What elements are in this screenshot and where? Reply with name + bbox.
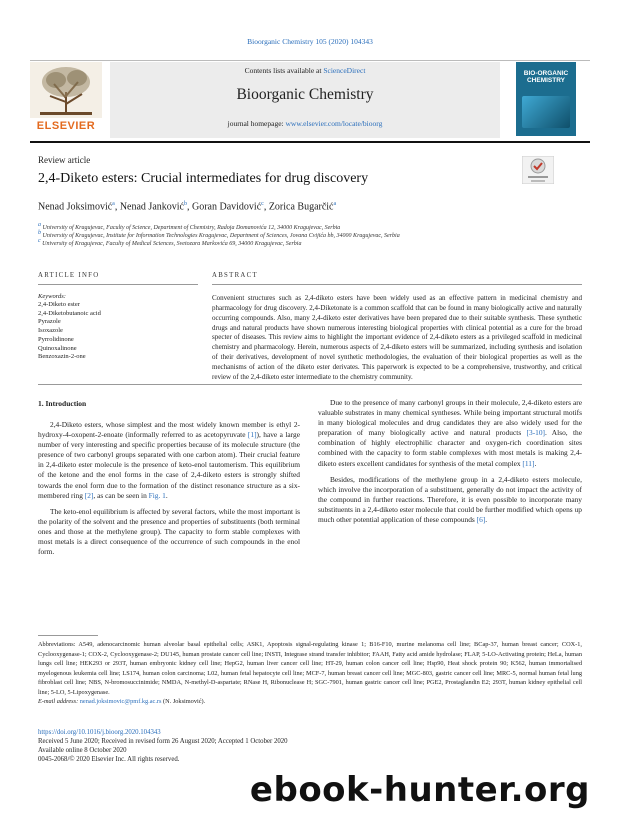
keyword: Isoxazole <box>38 327 63 335</box>
keyword: Quinoxalinone <box>38 344 77 352</box>
keywords-list <box>38 301 101 362</box>
footnote-rule <box>38 635 98 636</box>
author-name[interactable]: Zorica Bugarčić <box>268 201 334 213</box>
author-affiliation-marker[interactable]: b <box>183 201 187 207</box>
keyword: 2,4-Diketobutanoic acid <box>38 309 101 317</box>
paragraph: Besides, modifications of the methylene group in a 2,4-diketo esters molecule, which involve the incorporation of a substituent, generally do not impact the activity of the compound in further reactions. Therefore, it is even possible to incorporate many substituents in a 2,4-diketo ester molecule that could be further modified which opens up much other potential application of these compounds [6]. <box>318 474 582 525</box>
introduction-heading: 1. Introduction <box>38 399 87 408</box>
figure-link[interactable]: Fig. 1 <box>148 490 166 500</box>
article-info-rule <box>38 284 198 285</box>
paragraph: The keto-enol equilibrium is affected by several factors, while the most important is the polarity of the solvent and the presence and properties of substituents (both terminal ones and those at the methylene group). The capacity to form stable complexes with most metals is a direct consequence of the occurrence of such compounds in the enol form. <box>38 506 300 557</box>
reference-link[interactable]: [6] <box>476 515 486 525</box>
affiliation-c: c University of Kragujevac, Faculty of Medical Sciences, Svetozara Markovića 69, 34000 Kragujevac, Serbia <box>38 238 302 247</box>
left-column <box>38 420 300 557</box>
keyword: Pyrazole <box>38 318 61 326</box>
abbreviations-footnote: Abbreviations: A549, adenocarcinomic human alveolar basal epithelial cells; ASK1, Apoptosis signal-regulating kinase 1; B16-F10, murine melanoma cell line; BCap-37, human breast cancer; COX-1, Cyclooxygenase-1; COX-2, Cyclooxygenase-2; DU145, human prostate cancer cell line; INSTI, Integrase strand transfer inhibitor; FAAH, Fatty acid amide hydrolase; FLAP, 5-LO-Activating protein; HeLa, human lungs cell line; HEK293 or 293T, human embryonic kidney cell line; HepG2, human liver cancer cell line; HT-29, human colon cancer cell line; Hsp90, Heat shock protein 90; K562, human immortalised myelogenous leukemia cell line; LS174, human colon carcinoma; L02, human fetal hepatocyte cell line; MCF-7, human breast cancer cell line; MGC-803, gastric cancer cell line; MRC-5, normal human fetal lung fibroblast cell line; NBS, N-bromosuccinimide; NMDA, N-methyl-D-aspartate; RNase H, Ribonuclease H; SGC-7901, human gastric cancer cell line; PGE2, Prostaglandin E2; 293T, human kidney epithelial cell line; 5-LO, 5-Lipoxygenase. E-mail address: nenad.joksimovic@pmf.kg.ac.rs (N. Joksimović). <box>38 641 582 705</box>
author-separator: , <box>263 201 269 213</box>
author-affiliation-marker[interactable]: a <box>333 201 337 207</box>
email-line: E-mail address: nenad.joksimovic@pmf.kg.ac.rs (N. Joksimović). <box>38 698 206 705</box>
header-top-rule <box>30 60 590 61</box>
article-title: 2,4-Diketo esters: Crucial intermediates for drug discovery <box>38 171 369 186</box>
doi-link[interactable]: https://doi.org/10.1016/j.bioorg.2020.104343 <box>38 729 161 736</box>
right-column <box>318 398 582 525</box>
header-bottom-rule <box>30 141 590 143</box>
author-separator: , <box>186 201 192 213</box>
received-dates: Received 5 June 2020; Received in revised form 26 August 2020; Accepted 1 October 2020 <box>38 738 288 745</box>
author-name[interactable]: Nenad Janković <box>119 201 184 213</box>
journal-reference[interactable]: Bioorganic Chemistry 105 (2020) 104343 <box>247 37 373 46</box>
abstract-text: Convenient structures such as 2,4-diketo esters have been widely used as an effective pattern in medicinal chemistry and pharmacology for drug discovery. 2,4-Diketonate is a common scaffold that can be found in many biologically active and naturally occurring compounds. Also, many 2,4-diketo ester derivatives have been prepared due to their suitable synthesis. These synthetic drugs and natural products have shown numerous interesting biological properties with clinical potential as a cure for the broad specter of diseases. This review aims to highlight the important evidence of 2,4-diketo esters as a privileged scaffold in medicinal chemistry and pharmacology. Herein, numerous aspects of 2,4-diketo esters will be summarized, including synthesis and isolation of their derivatives, development of novel synthetic methodologies, the evaluation of their biological properties as well as the mechanisms of action of the diketo ester derivates. This paperwork is expected to be a comprehensive, trustworthy, and critical review of the 2,4-diketo ester intermediate to the chemistry community. <box>212 294 582 381</box>
journal-name: Bioorganic Chemistry <box>236 86 374 103</box>
keyword: 2,4-Diketo ester <box>38 301 80 308</box>
publisher-name: ELSEVIER <box>36 120 96 132</box>
paragraph: 2,4-Diketo esters, whose simplest and the most widely known member is ethyl 2-hydroxy-4-oxopent-2-enoate (informally referred to as acetopyruvate [1]), have a large number of very interesting and specific properties because of its molecule structure (the presence of two carbonyl groups separated with one carbon atom). Their crucial feature in 2,4-diketo ester molecule is the presence of keto-enol tautomerism. This equilibrium of the ketone and the enol forms in the case of 2,4-diketo esters is strongly shifted towards the enol form due to the formation of the distinct resonance structure as a six-membered ring [2], as can be seen in Fig. 1. <box>38 420 300 500</box>
abstract-heading: ABSTRACT <box>212 272 258 279</box>
copyright: 0045-2068/© 2020 Elsevier Inc. All rights reserved. <box>38 756 180 763</box>
reference-link[interactable]: [2] <box>84 490 94 500</box>
reference-link[interactable]: [11] <box>522 458 535 468</box>
cover-title: BIO-ORGANIC CHEMISTRY <box>523 70 569 84</box>
keywords-label: Keywords: <box>38 293 66 300</box>
email-link[interactable]: nenad.joksimovic@pmf.kg.ac.rs <box>79 698 162 705</box>
paragraph: Due to the presence of many carbonyl groups in their molecule, 2,4-diketo esters are valuable substrates in many chemical syntheses. While being important structural motifs in many biological molecules and drug candidates they are also widely used for the preparation of many biologically active and natural products [3-10]. Also, the combination of highly electrophilic character and oxygen-rich coordination sites combined with the capacity to form stable complexes with most metals is making 2,4-diketo esters excellent candidates for synthesis of the metal complex [11]. <box>318 398 582 468</box>
contents-line: Contents lists available at ScienceDirect <box>244 66 366 75</box>
abstract-bottom-rule <box>38 384 582 385</box>
cover-artwork <box>522 96 570 128</box>
affiliation-b: b University of Kragujevac, Institute for Information Technologies Kragujevac, Department of Sciences, Jovana Cvijića bb, 34000 Kragujevac, Serbia <box>38 230 400 239</box>
author-name[interactable]: Goran Davidović <box>191 201 262 213</box>
check-for-updates-icon[interactable] <box>522 156 554 184</box>
author-list <box>38 201 336 212</box>
author-affiliation-marker[interactable]: a <box>112 201 115 207</box>
homepage-link[interactable]: www.elsevier.com/locate/bioorg <box>285 119 383 128</box>
sciencedirect-link[interactable]: ScienceDirect <box>323 66 366 75</box>
watermark-text: ebook-hunter.org <box>249 770 590 810</box>
keyword: Benzoxazin-2-one <box>38 353 86 361</box>
keyword: Pyrrolidinone <box>38 335 74 343</box>
reference-link[interactable]: [1] <box>247 430 257 440</box>
author-separator: , <box>114 201 120 213</box>
abstract-rule <box>212 284 582 285</box>
homepage-line: journal homepage: www.elsevier.com/locate/bioorg <box>227 119 383 128</box>
article-info-heading: ARTICLE INFO <box>38 272 100 279</box>
article-type: Review article <box>38 155 91 165</box>
author-affiliation-marker[interactable]: c <box>261 201 264 207</box>
available-online: Available online 8 October 2020 <box>38 747 127 754</box>
author-name[interactable]: Nenad Joksimović <box>38 201 113 213</box>
affiliation-a: a University of Kragujevac, Faculty of Science, Department of Chemistry, Radoja Domanovića 12, 34000 Kragujevac, Serbia <box>38 222 341 231</box>
reference-link[interactable]: [3-10] <box>526 428 546 438</box>
